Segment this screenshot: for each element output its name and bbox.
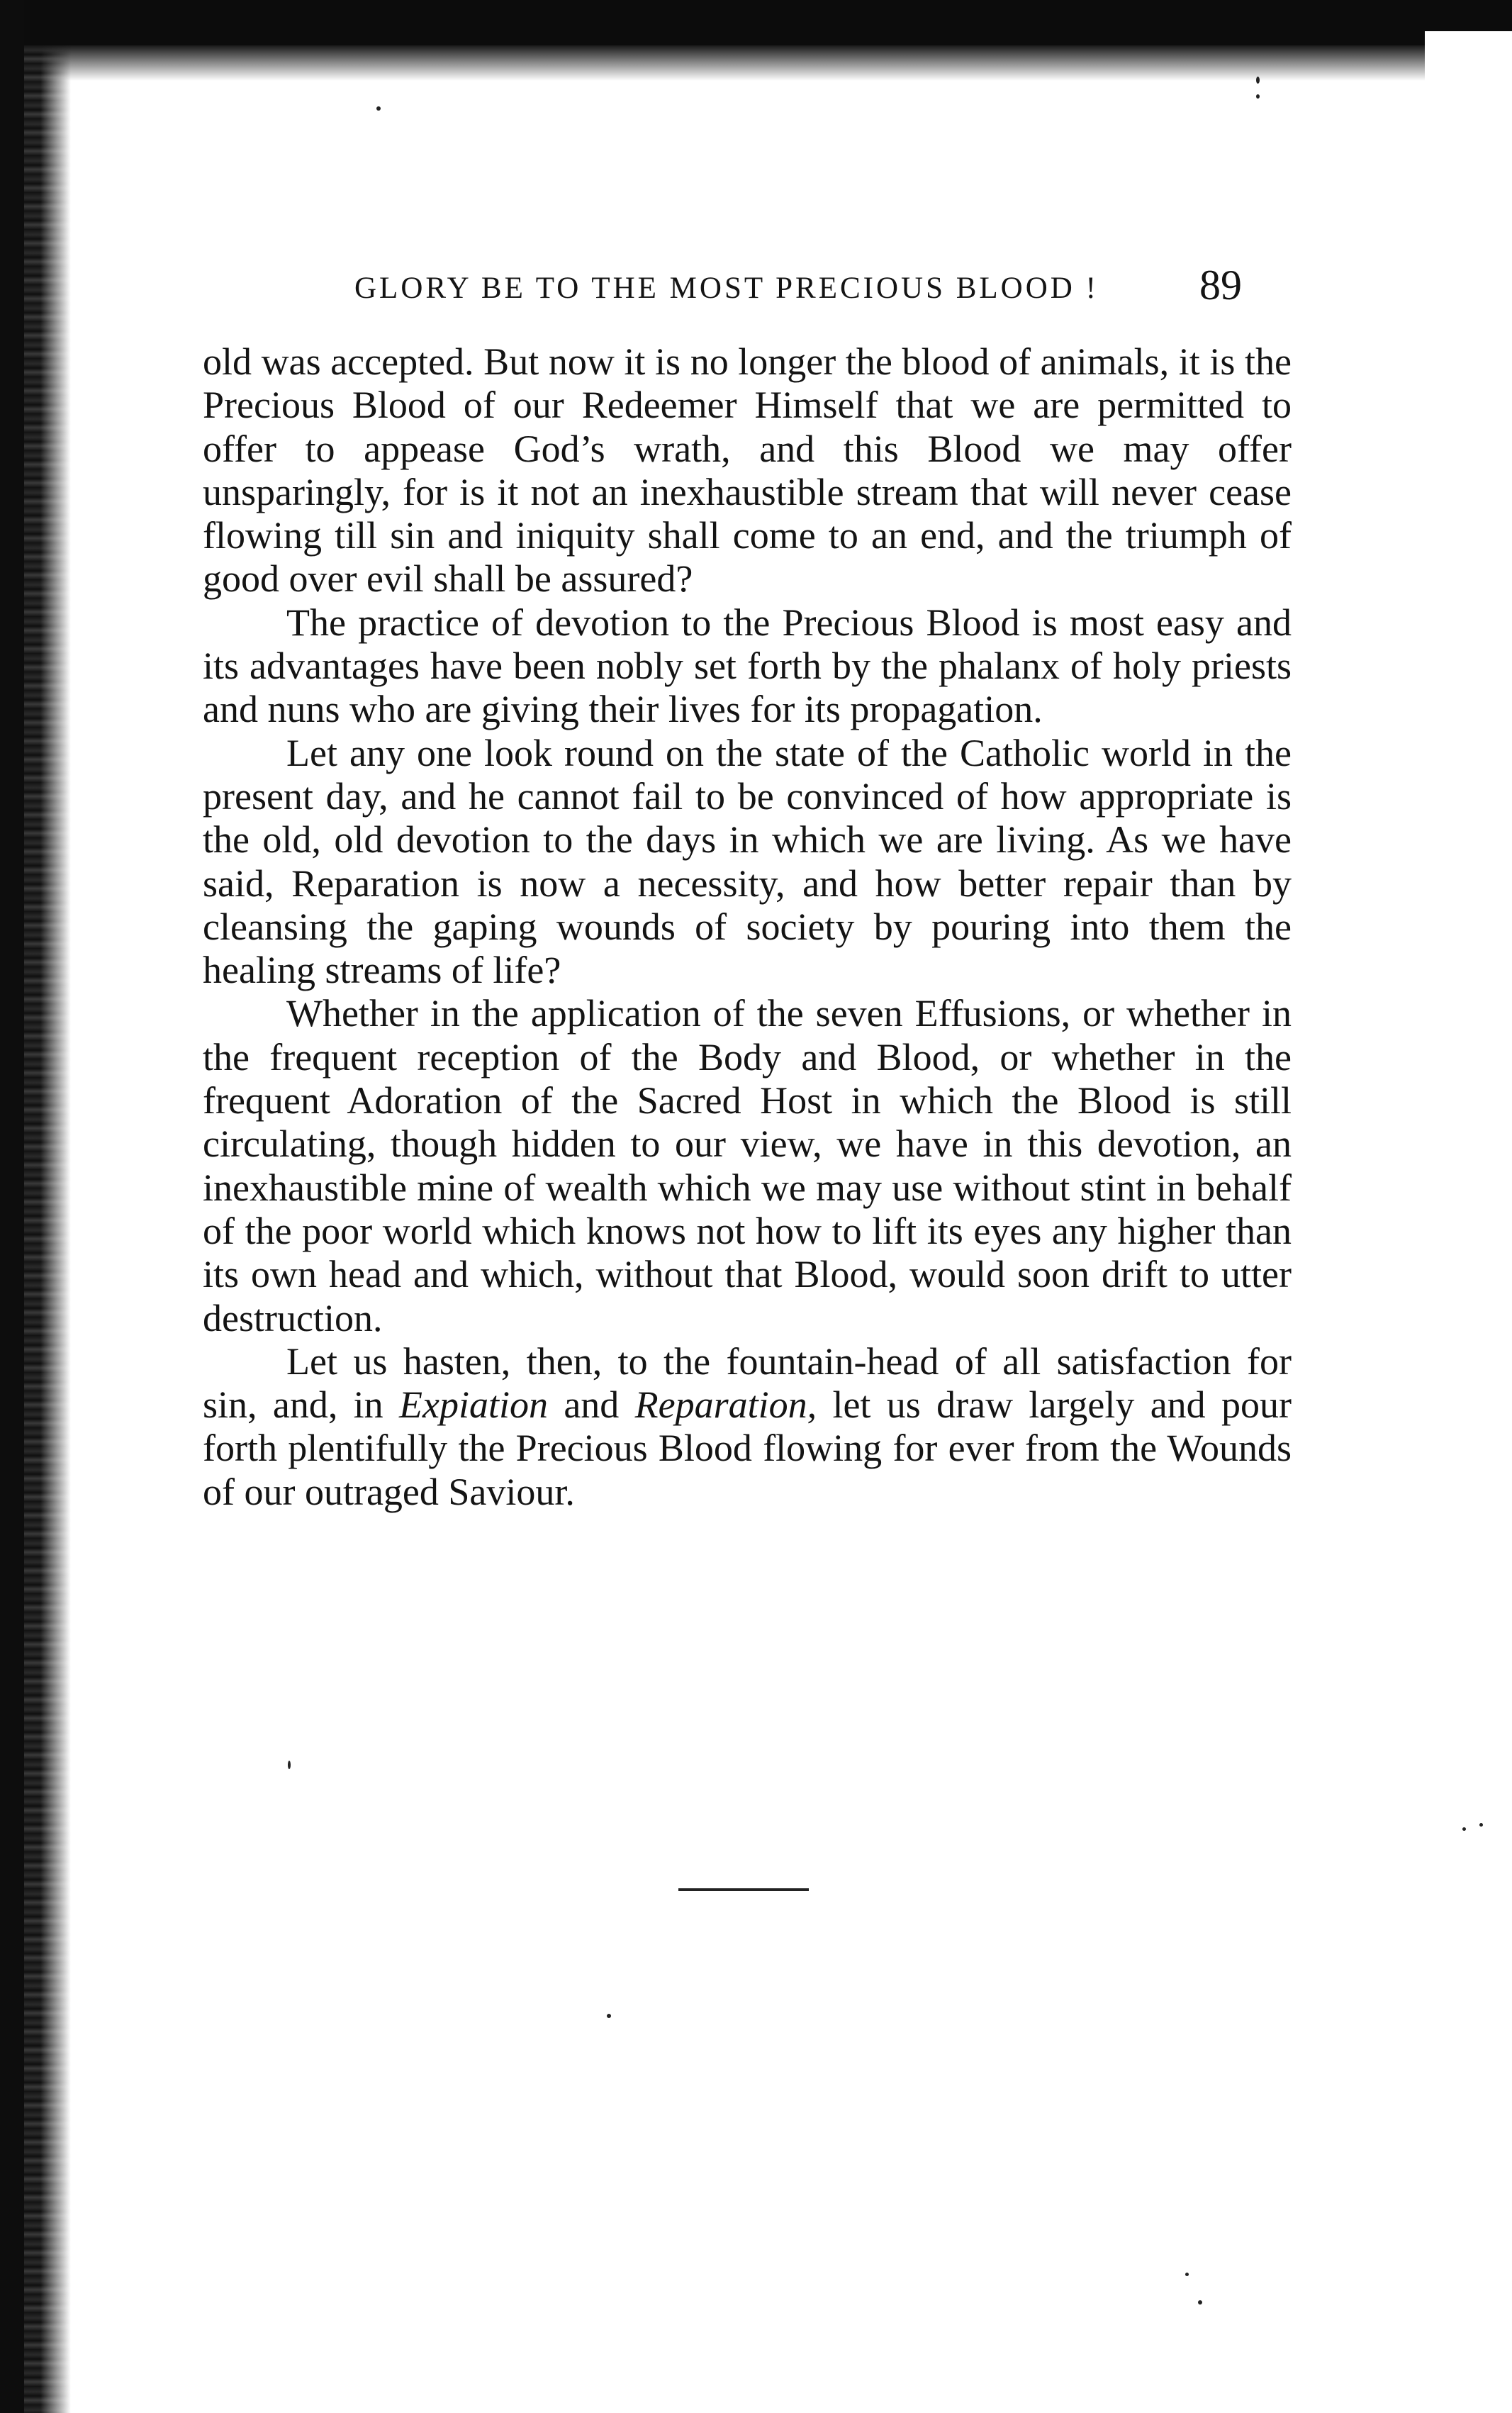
scan-speck [1256,77,1260,84]
paragraph-5 [203,1340,1292,1514]
scan-speck [1185,2273,1189,2276]
scan-speck [288,1761,291,1769]
scan-edge-shadow [0,45,1425,81]
paragraph-3: Let any one look round on the state of the Catholic world in the present day, and he cannot fail to be convinced of how appropriate is the old, old devotion to the days in which we are living. As we have said, Reparation is now a necessity, and how better repair than by cleansing the gaping wounds of society by pouring into them the healing streams of life? [203,731,1292,992]
page-number: 89 [1199,262,1242,308]
paragraph-4: Whether in the application of the seven Effusions, or whether in the frequent reception of the Body and Blood, or whether in the frequent Adoration of the Sacred Host in which the Blood is still circulating, though hidden to our view, we have in this devotion, an inexhaustible mine of wealth which we may use without stint in behalf of the poor world which knows not how to lift its eyes any higher than its own head and which, without that Blood, would soon drift to utter destruction. [203,992,1292,1339]
paragraph-2: The practice of devotion to the Precious Blood is most easy and its advantages have been nobly set forth by the phalanx of holy priests and nuns who are giving their lives for its propagation. [203,601,1292,731]
running-head: GLORY BE TO THE MOST PRECIOUS BLOOD ! [354,272,1099,305]
scan-edge-top [0,0,1425,45]
scan-speck [376,106,381,111]
paragraph-5-part-b: and [547,1383,635,1427]
scan-speck [1479,1823,1483,1827]
scan-speck [1462,1827,1466,1831]
scan-edge-left-texture [24,45,71,2413]
paragraph-5-part-c: let us draw largely and pour forth plentifully the Precious Blood flowing for ever from the Wounds of our outraged Saviour. [203,1383,1292,1513]
scan-speck [1198,2300,1202,2305]
scan-edge-top-right [1425,0,1512,31]
paragraph-1: old was accepted. But now it is no longer the blood of animals, it is the Precious Blood of our Redeemer Himself that we are permitted to offer to appease God’s wrath, and this Blood we may offer unsparingly, for is it not an inexhaustible stream that will never cease flowing till sin and iniquity shall come to an end, and the triumph of good over evil shall be assured? [203,340,1292,601]
scan-speck [607,2014,611,2018]
scan-edge-left [0,0,24,2413]
closing-rule [678,1888,809,1891]
emphasis-expiation: Expiation [399,1383,548,1427]
body-text [203,340,1292,1514]
paragraph-5-part-a: Let us hasten, then, to the fountain-head of all satisfaction for sin, and, in [203,1339,1292,1427]
scan-speck [1256,94,1260,99]
emphasis-reparation: Reparation, [634,1383,817,1427]
